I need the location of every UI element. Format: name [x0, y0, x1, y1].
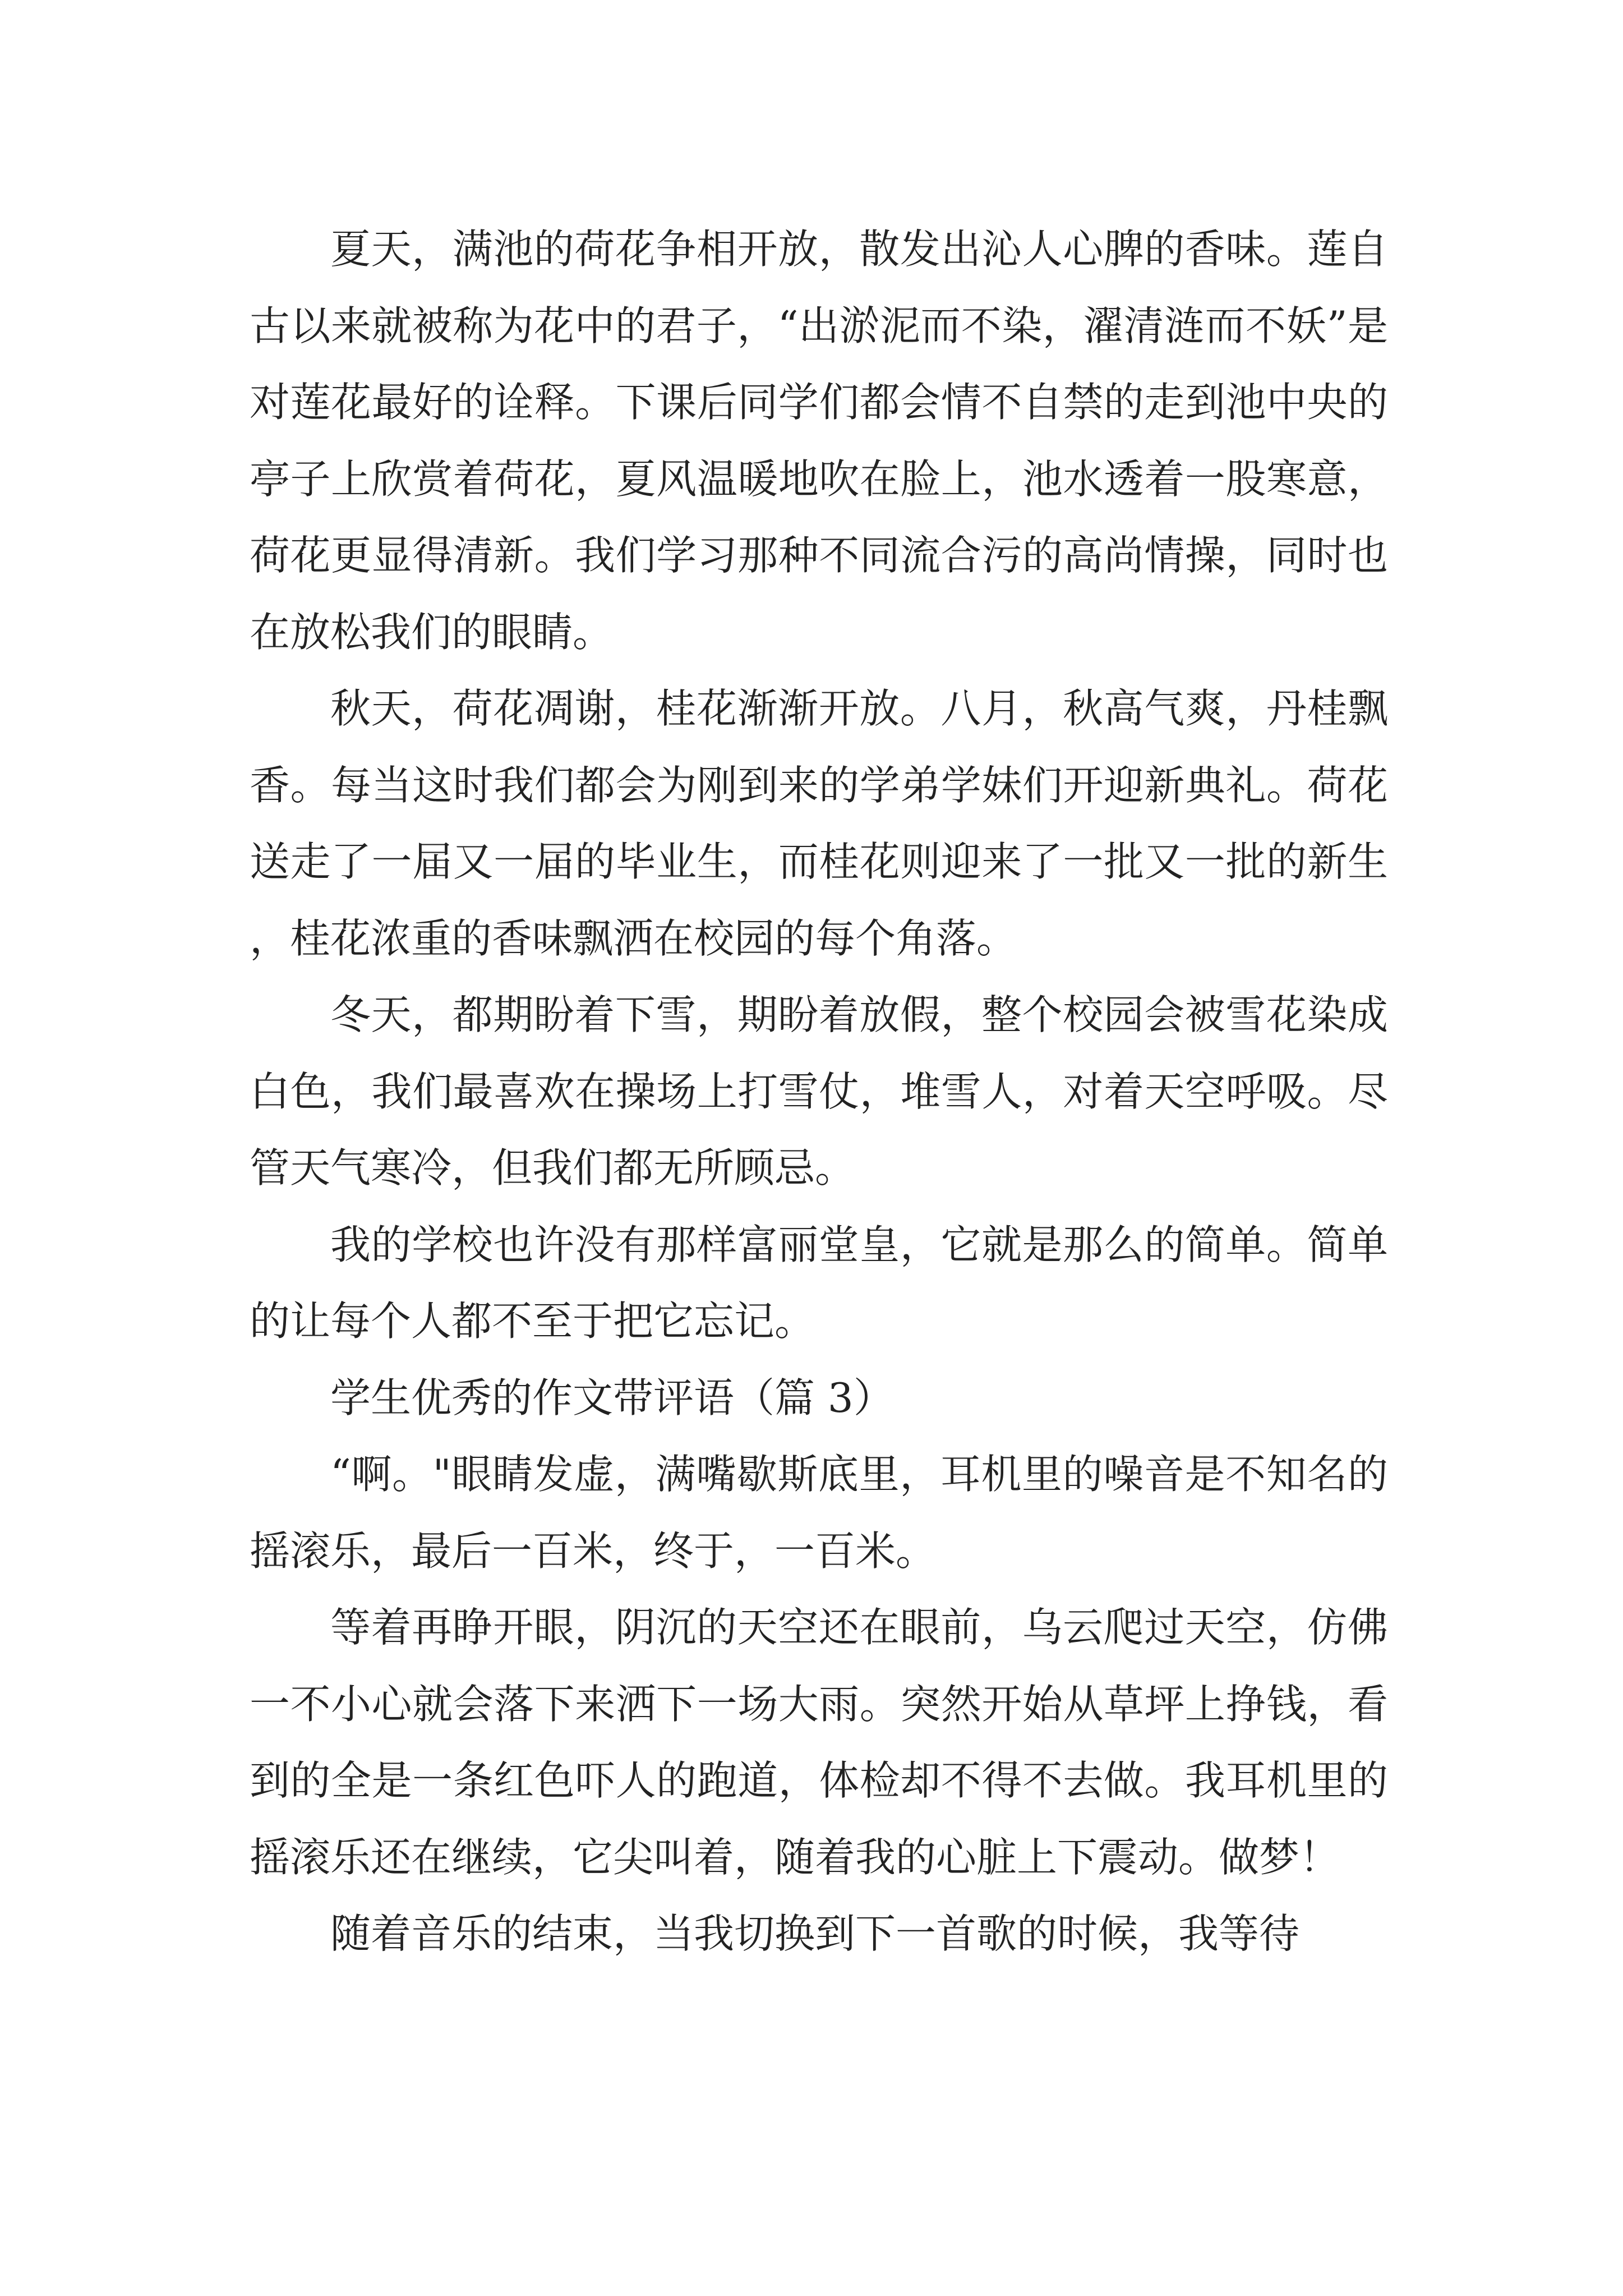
- section-heading: 学生优秀的作文带评语（篇 3）: [330, 1374, 894, 1421]
- paragraph-winter: 冬天，都期盼着下雪，期盼着放假，整个校园会被雪花染成白色，我们最喜欢在操场上打雪仗，堆雪人，对着天空呼吸。尽管天气寒冷，但我们都无所顾忌。: [250, 991, 1388, 1191]
- paragraph-running: “啊。"眼睛发虚，满嘴歇斯底里，耳机里的噪音是不知名的摇滚乐，最后一百米，终于，一百米。: [250, 1451, 1388, 1575]
- document-body: [250, 211, 1388, 1972]
- paragraph-school-summary: 我的学校也许没有那样富丽堂皇，它就是那么的简单。简单的让每个人都不至于把它忘记。: [250, 1221, 1388, 1345]
- paragraph-music-end: 随着音乐的结束，当我切换到下一首歌的时候，我等待: [330, 1910, 1300, 1957]
- paragraph-autumn: 秋天，荷花凋谢，桂花渐渐开放。八月，秋高气爽，丹桂飘香。每当这时我们都会为刚到来的学弟学妹们开迎新典礼。荷花送走了一届又一届的毕业生，而桂花则迎来了一批又一批的新生，桂花浓重的香味飘洒在校园的每个角落。: [250, 685, 1388, 962]
- paragraph-opening-eyes: 等着再睁开眼，阴沉的天空还在眼前，乌云爬过天空，仿佛一不小心就会落下来洒下一场大雨。突然开始从草坪上挣钱，看到的全是一条红色吓人的跑道，体检却不得不去做。我耳机里的摇滚乐还在继续，它尖叫着，随着我的心脏上下震动。做梦！: [250, 1604, 1388, 1881]
- paragraph-summer: 夏天，满池的荷花争相开放，散发出沁人心脾的香味。莲自古以来就被称为花中的君子，“出淤泥而不染，濯清涟而不妖”是对莲花最好的诠释。下课后同学们都会情不自禁的走到池中央的亭子上欣赏着荷花，夏风温暖地吹在脸上，池水透着一股寒意，荷花更显得清新。我们学习那种不同流合污的高尚情操，同时也在放松我们的眼睛。: [250, 226, 1388, 656]
